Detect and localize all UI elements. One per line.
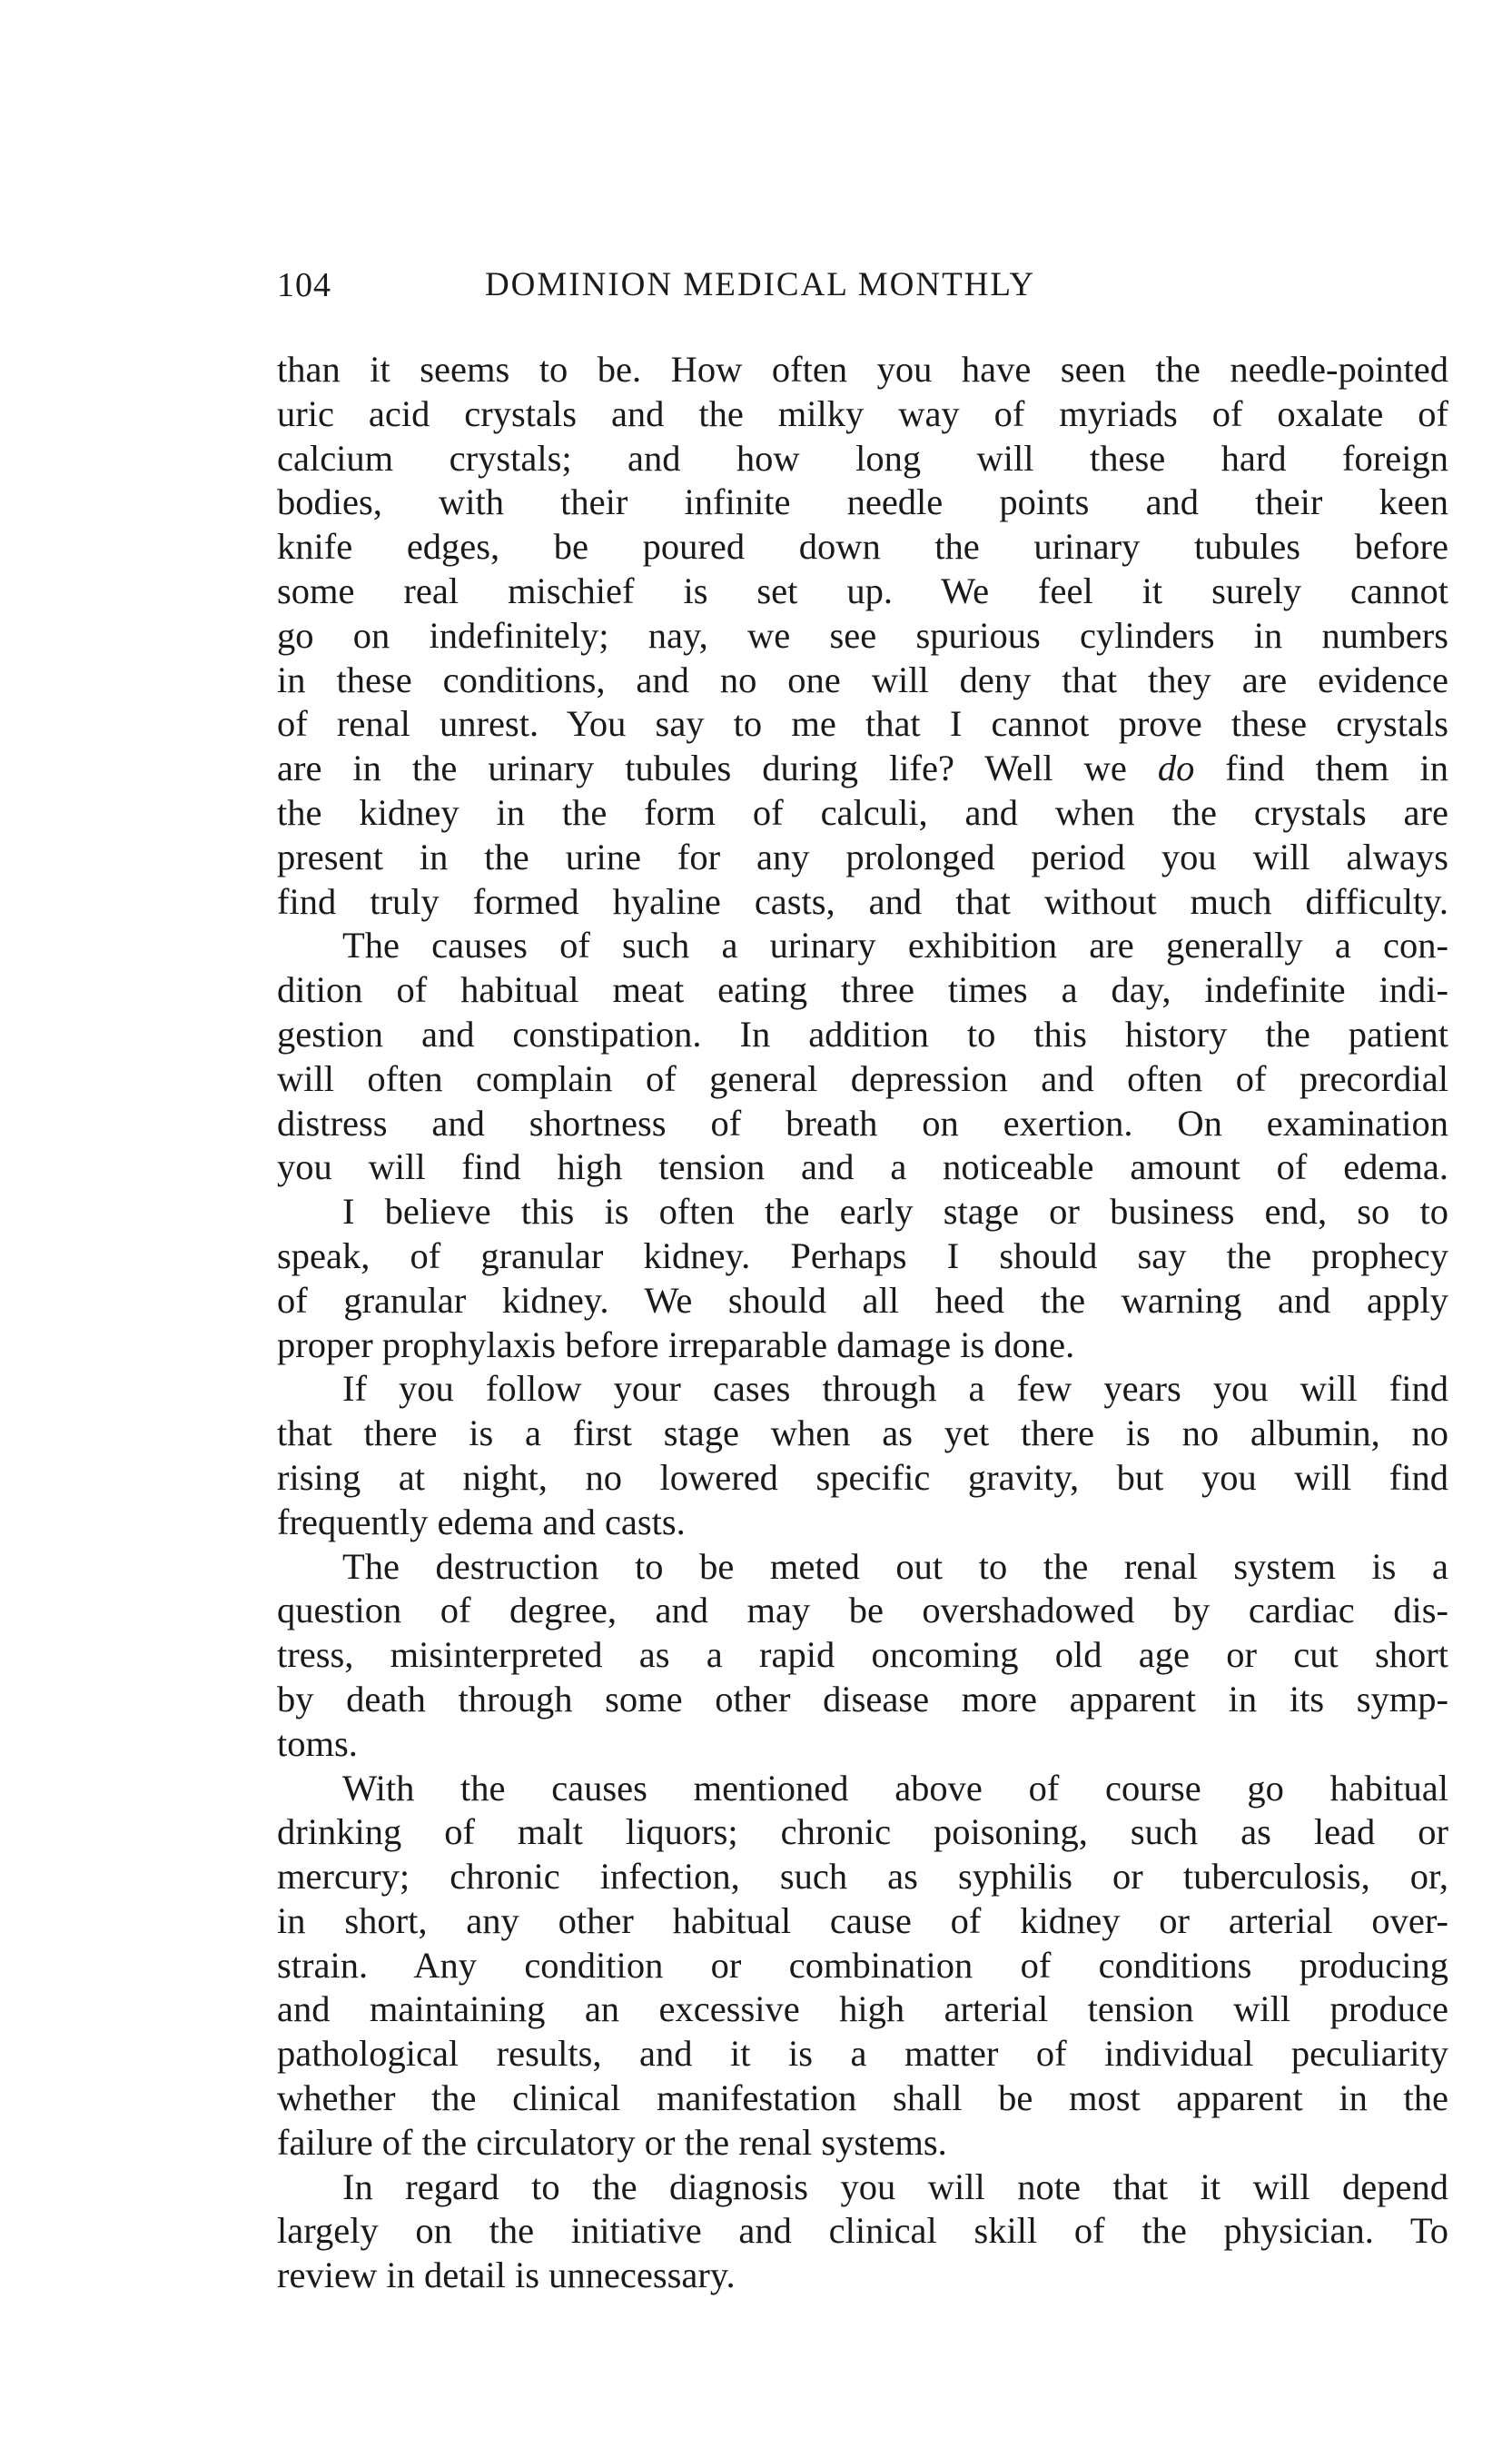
text-line: bodies, with their infinite needle points and their keen xyxy=(277,481,1448,523)
page-header xyxy=(277,265,1203,314)
text-line: frequently edema and casts. xyxy=(277,1501,686,1542)
text-line: than it seems to be. How often you have seen the needle-pointed xyxy=(277,349,1448,390)
text-line: will often complain of general depression and often of precordial xyxy=(277,1057,1448,1099)
paragraph-start-line: In regard to the diagnosis you will note that it will depend xyxy=(342,2166,1448,2207)
text-line: that there is a first stage when as yet there is no albumin, no xyxy=(277,1412,1448,1454)
text-line: toms. xyxy=(277,1722,358,1764)
text-line: calcium crystals; and how long will these hard foreign xyxy=(277,437,1448,479)
text-line: mercury; chronic infection, such as syphilis or tuberculosis, or, xyxy=(277,1856,1448,1898)
text-line: tress, misinterpreted as a rapid oncoming old age or cut short xyxy=(277,1634,1448,1676)
text-line: of renal unrest. You say to me that I cannot prove these crystals xyxy=(277,703,1448,745)
text-line: you will find high tension and a noticeable amount of edema. xyxy=(277,1146,1448,1188)
emphasis-word: do xyxy=(1157,748,1195,789)
paragraph-start-line: If you follow your cases through a few years you will find xyxy=(342,1368,1448,1410)
text-line: of granular kidney. We should all heed the warning and apply xyxy=(277,1279,1448,1321)
text-line: gestion and constipation. In addition to this history the patient xyxy=(277,1013,1448,1055)
text-line: strain. Any condition or combination of conditions producing xyxy=(277,1944,1448,1986)
text-line-with-emphasis xyxy=(277,747,1448,791)
text-line: question of degree, and may be overshadowed by cardiac dis- xyxy=(277,1590,1448,1631)
text-line: in short, any other habitual cause of kidney or arterial over- xyxy=(277,1899,1448,1941)
text-line: knife edges, be poured down the urinary tubules before xyxy=(277,526,1448,568)
text-line: failure of the circulatory or the renal systems. xyxy=(277,2121,947,2163)
text-line: some real mischief is set up. We feel it surely cannot xyxy=(277,570,1448,611)
text-line: go on indefinitely; nay, we see spurious cylinders in numbers xyxy=(277,614,1448,656)
text-segment: are in the urinary tubules during life? Well we xyxy=(277,748,1158,789)
paragraph-start-line: The causes of such a urinary exhibition are generally a con- xyxy=(342,925,1448,966)
body-text xyxy=(277,348,1448,2298)
paragraph-start-line: I believe this is often the early stage or business end, so to xyxy=(342,1191,1448,1233)
text-line: rising at night, no lowered specific gravity, but you will find xyxy=(277,1456,1448,1498)
text-line: find truly formed hyaline casts, and that without much difficulty. xyxy=(277,880,1448,922)
text-line: by death through some other disease more apparent in its symp- xyxy=(277,1678,1448,1720)
text-line: distress and shortness of breath on exertion. On examination xyxy=(277,1102,1448,1144)
text-segment: find them in xyxy=(1194,748,1448,789)
text-line: whether the clinical manifestation shall be most apparent in the xyxy=(277,2077,1448,2119)
text-line: largely on the initiative and clinical skill of the physician. To xyxy=(277,2210,1448,2252)
text-line: pathological results, and it is a matter of individual peculiarity xyxy=(277,2033,1448,2075)
text-line: review in detail is unnecessary. xyxy=(277,2255,736,2296)
page-number: 104 xyxy=(277,266,331,304)
text-line: and maintaining an excessive high arterial tension will produce xyxy=(277,1988,1448,2030)
paragraph-start-line: With the causes mentioned above of course go habitual xyxy=(342,1767,1448,1809)
text-line: in these conditions, and no one will deny that they are evidence xyxy=(277,659,1448,700)
text-line: speak, of granular kidney. Perhaps I should say the prophecy xyxy=(277,1234,1448,1276)
text-line: present in the urine for any prolonged period you will always xyxy=(277,836,1448,877)
paragraph-start-line: The destruction to be meted out to the renal system is a xyxy=(342,1545,1448,1587)
running-title: DOMINION MEDICAL MONTHLY xyxy=(484,266,1036,303)
text-line: the kidney in the form of calculi, and when the crystals are xyxy=(277,791,1448,833)
text-line: dition of habitual meat eating three times a day, indefinite indi- xyxy=(277,969,1448,1011)
text-line: proper prophylaxis before irreparable damage is done. xyxy=(277,1323,1075,1365)
text-line: drinking of malt liquors; chronic poisoning, such as lead or xyxy=(277,1811,1448,1853)
text-line: uric acid crystals and the milky way of myriads of oxalate of xyxy=(277,392,1448,434)
